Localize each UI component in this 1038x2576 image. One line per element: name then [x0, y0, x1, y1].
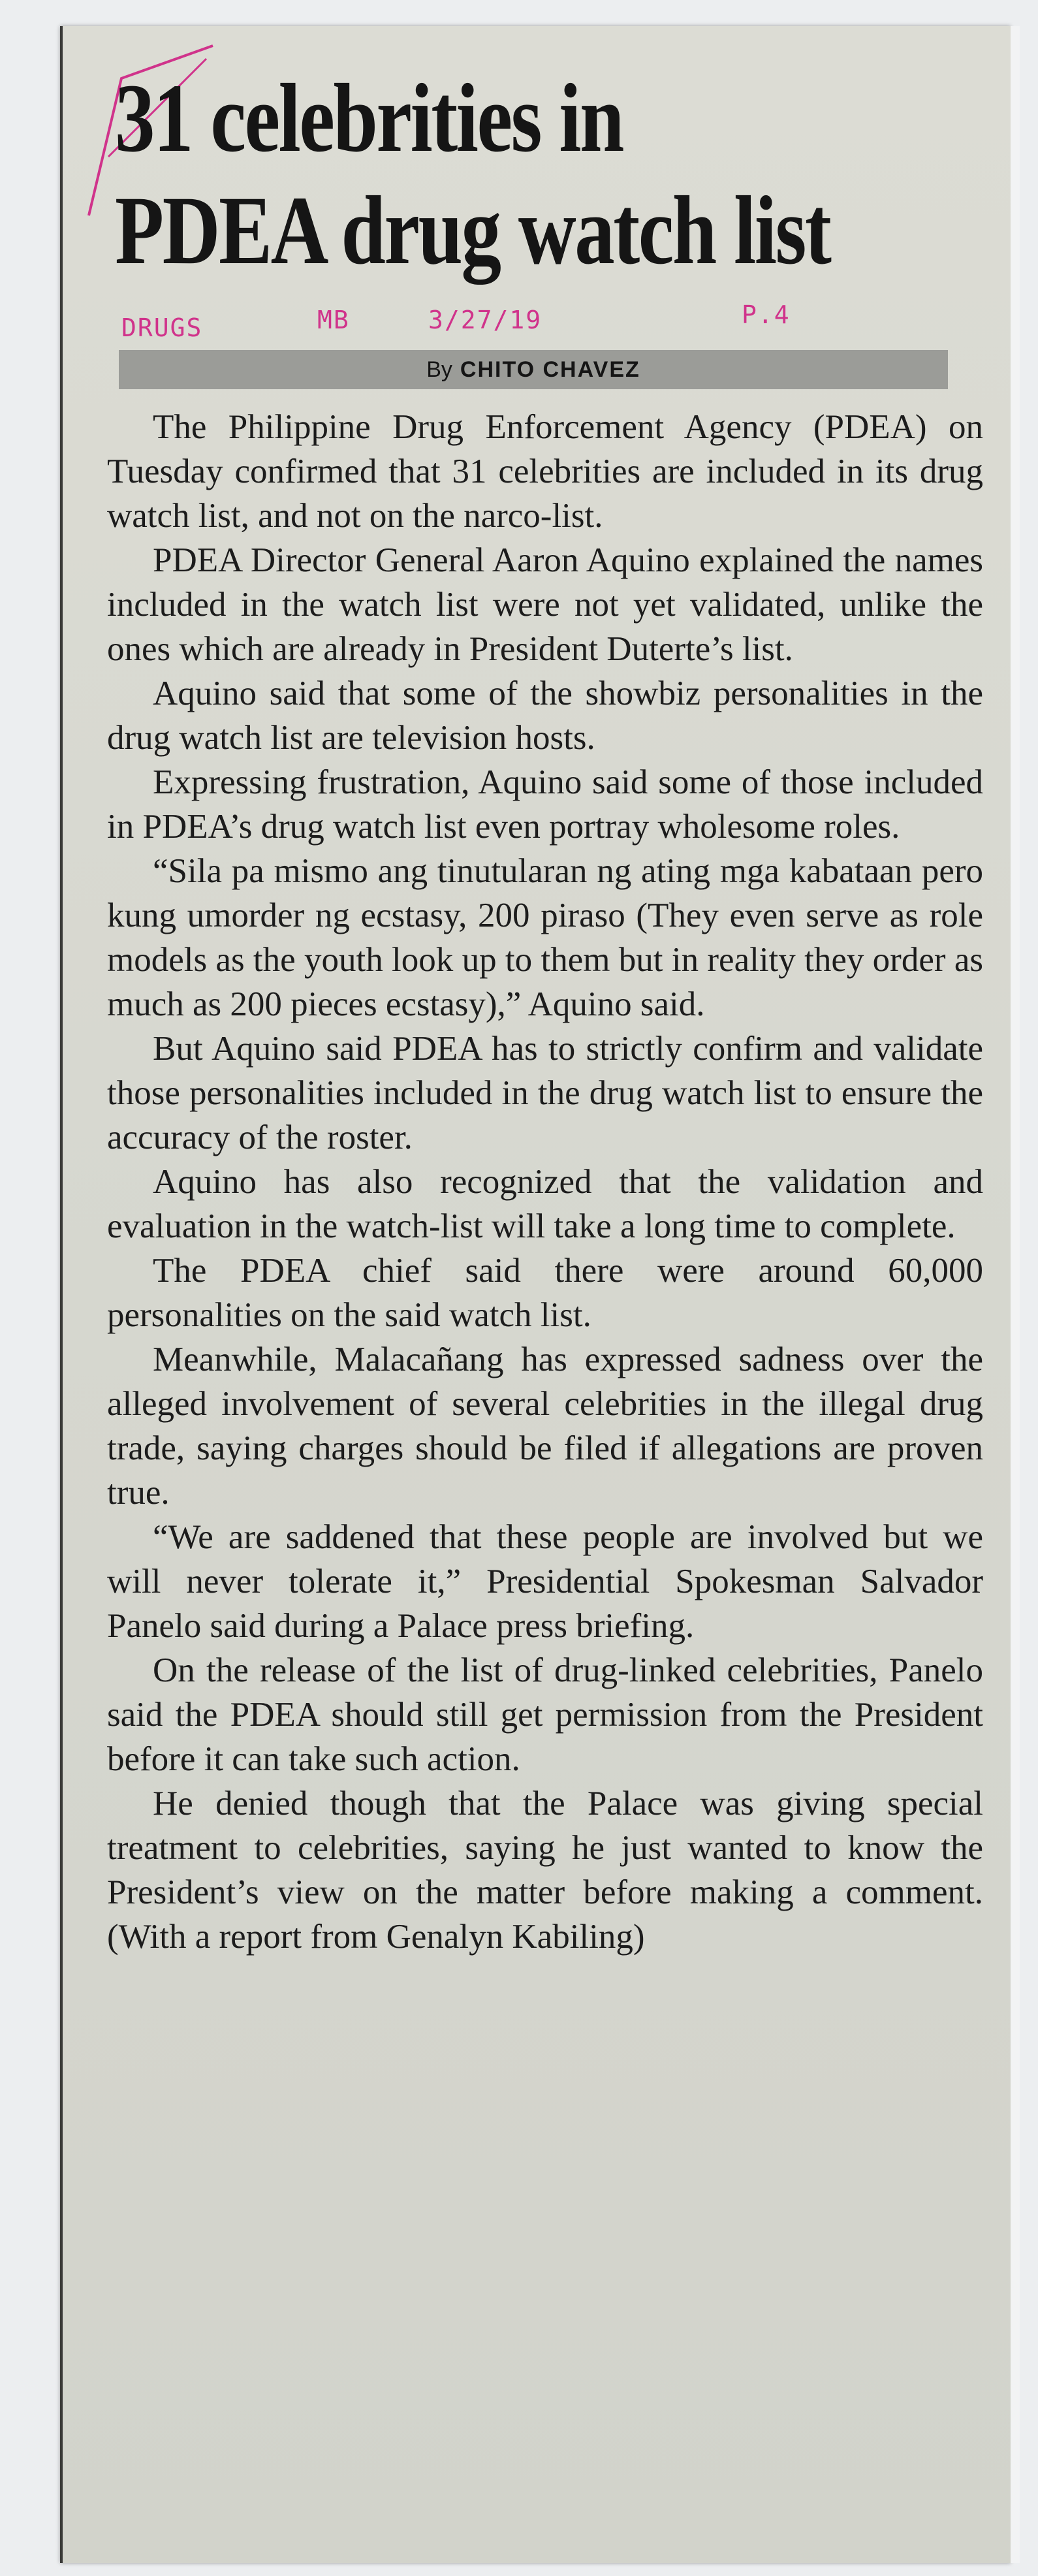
annotation-date: 3/27/19: [428, 306, 543, 334]
article-paragraph: Expressing frustration, Aquino said some of those included in PDEA’s drug watch list even portray wholesome roles.: [107, 763, 983, 846]
article-body: [63, 405, 1011, 1959]
article-paragraph: The Philippine Drug Enforcement Agency (PDEA) on Tuesday confirmed that 31 celebrities are included in its drug watch list, and not on the narco-list.: [107, 408, 983, 535]
article-paragraph: “We are saddened that these people are involved but we will never tolerate it,” Presidential Spokesman Salvador Panelo said during a Palace press briefing.: [107, 1518, 983, 1645]
byline-author: CHITO CHAVEZ: [460, 357, 640, 382]
article-paragraph: Aquino said that some of the showbiz personalities in the drug watch list are television hosts.: [107, 675, 983, 757]
article-paragraph: He denied though that the Palace was giving special treatment to celebrities, saying he just wanted to know the President’s view on the matter before making a comment. (With a report from Genalyn Kabiling): [107, 1785, 983, 1956]
headline-line-1: 31 celebrities in: [115, 64, 623, 172]
article-paragraph: On the release of the list of drug-linked celebrities, Panelo said the PDEA should still get permission from the President before it can take such action.: [107, 1651, 983, 1778]
headline-line-2: PDEA drug watch list: [115, 176, 830, 285]
newspaper-clipping: [60, 26, 1011, 2563]
annotation-page: P.4: [742, 300, 791, 329]
article-paragraph: PDEA Director General Aaron Aquino explained the names included in the watch list were not yet validated, unlike the ones which are already in President Duterte’s list.: [107, 541, 983, 668]
byline-bar: [119, 350, 948, 389]
annotation-paper: MB: [317, 306, 350, 334]
article-paragraph: Aquino has also recognized that the validation and evaluation in the watch-list will take a long time to complete.: [107, 1163, 983, 1245]
article-paragraph: Meanwhile, Malacañang has expressed sadness over the alleged involvement of several celebrities in the illegal drug trade, saying charges should be filed if allegations are proven true.: [107, 1341, 983, 1512]
annotation-category: DRUGS: [121, 313, 203, 342]
headline: [115, 62, 832, 287]
byline-prefix: By: [426, 357, 452, 382]
article-paragraph: But Aquino said PDEA has to strictly confirm and validate those personalities included in the drug watch list to ensure the accuracy of the roster.: [107, 1030, 983, 1156]
article-paragraph: The PDEA chief said there were around 60,000 personalities on the said watch list.: [107, 1252, 983, 1334]
article-paragraph: “Sila pa mismo ang tinutularan ng ating mga kabataan pero kung umorder ng ecstasy, 200 piraso (They even serve as role models as the youth look up to them but in reality they order as much as 200 pieces ecstasy),” Aquino said.: [107, 852, 983, 1023]
